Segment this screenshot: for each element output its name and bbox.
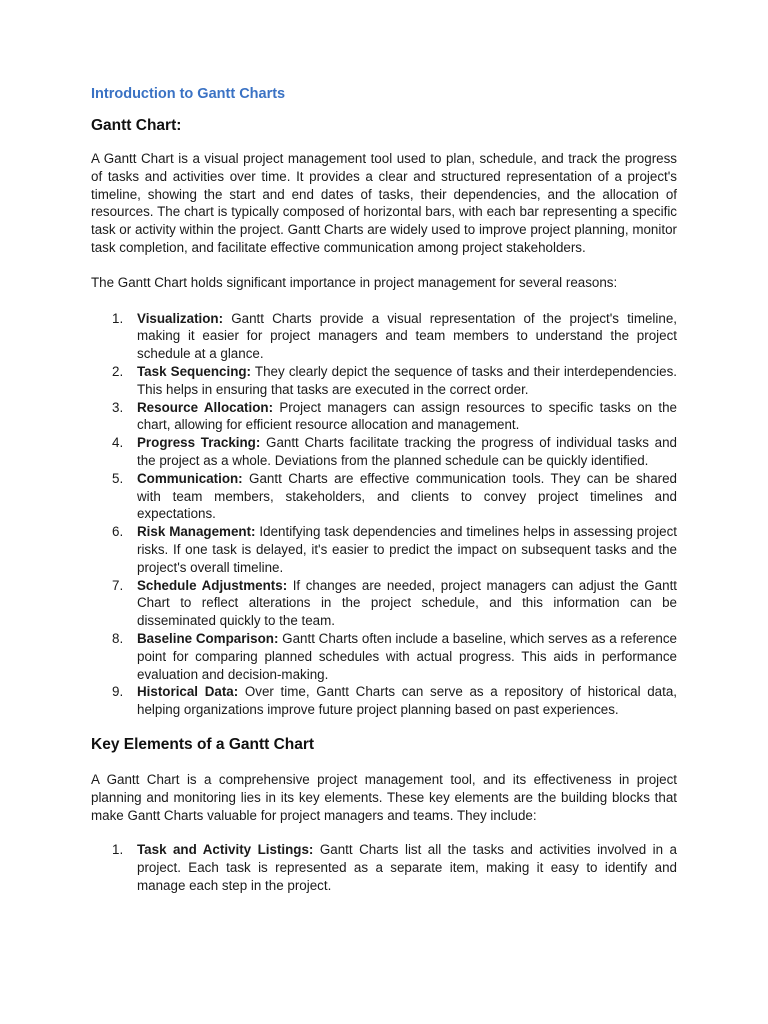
list-text: Gantt Charts are effective communication tools. They can be shared with team members, stakeholders, and clients to convey project timelines and expectations. [137, 470, 677, 522]
list-term: Progress Tracking: [137, 435, 261, 451]
list-term: Schedule Adjustments: [137, 577, 288, 593]
section-heading-gantt-chart: Gantt Chart: [91, 117, 182, 134]
list-term: Historical Data: [137, 684, 239, 700]
list-text: Over time, Gantt Charts can serve as a repository of historical data, helping organizations improve future project planning based on past experiences. [137, 684, 677, 718]
list-item [91, 470, 677, 523]
list-item [91, 434, 677, 470]
list-number: 3. [112, 399, 124, 415]
list-item [91, 523, 677, 576]
list-item [91, 310, 677, 363]
key-elements-intro-paragraph: A Gantt Chart is a comprehensive project management tool, and its effectiveness in project planning and monitoring lies in its key elements. These key elements are the building blocks that make Gantt Charts valuable for project managers and teams. They include: [91, 771, 677, 823]
list-term: Risk Management: [137, 524, 256, 540]
list-term: Communication: [137, 470, 243, 486]
list-item [91, 577, 677, 630]
list-number: 1. [112, 842, 124, 858]
list-text: Identifying task dependencies and timelines helps in assessing project risks. If one task is delayed, it's easier to predict the impact on subsequent tasks and the project's overall timeline. [137, 524, 677, 575]
list-number: 8. [112, 630, 124, 646]
gantt-definition-paragraph: A Gantt Chart is a visual project management tool used to plan, schedule, and track the progress of tasks and activities over time. It provides a clear and structured representation of a project's timeline, showing the start and end dates of tasks, their dependencies, and the allocation of resources. The chart is typically composed of horizontal bars, with each bar representing a specific task or activity within the project. Gantt Charts are widely used to improve project planning, monitor task completion, and facilitate effective communication among project stakeholders. [91, 151, 677, 255]
list-item [91, 399, 677, 435]
list-term: Visualization: [137, 310, 224, 326]
list-number: 7. [112, 577, 124, 593]
section-heading-key-elements: Key Elements of a Gantt Chart [91, 735, 315, 753]
list-text: Gantt Charts list all the tasks and activities involved in a project. Each task is represented as a separate item, making it easy to identify and manage each step in the project. [137, 842, 677, 893]
list-term: Task and Activity Listings: [137, 842, 314, 858]
key-elements-list [91, 841, 677, 894]
list-text: If changes are needed, project managers can adjust the Gantt Chart to reflect alterations in the project schedule, and this information can be disseminated quickly to the team. [137, 577, 678, 629]
importance-reasons-list [91, 310, 677, 719]
list-text: Gantt Charts facilitate tracking the progress of individual tasks and the project as a whole. Deviations from the planned schedule can be quickly identified. [137, 435, 677, 468]
list-number: 1. [112, 310, 124, 326]
list-text: Project managers can assign resources to specific tasks on the chart, allowing for efficient resource allocation and management. [137, 399, 677, 433]
list-text: They clearly depict the sequence of tasks and their interdependencies. This helps in ensuring that tasks are executed in the correct order. [137, 363, 677, 397]
list-number: 4. [112, 435, 124, 451]
list-number: 5. [112, 470, 124, 486]
list-item [91, 683, 677, 719]
list-item [91, 841, 677, 894]
list-number: 2. [112, 363, 124, 379]
document-title: Introduction to Gantt Charts [91, 86, 286, 102]
list-term: Resource Allocation: [137, 399, 274, 415]
list-term: Baseline Comparison: [137, 630, 279, 646]
list-number: 9. [112, 684, 124, 700]
list-term: Task Sequencing: [137, 363, 252, 379]
importance-intro-paragraph: The Gantt Chart holds significant importance in project management for several reasons: [91, 274, 618, 290]
document-page [91, 84, 677, 895]
list-item [91, 363, 677, 399]
list-text: Gantt Charts provide a visual representation of the project's timeline, making it easier for project managers and team members to understand the project schedule at a glance. [137, 310, 677, 362]
list-text: Gantt Charts often include a baseline, which serves as a reference point for comparing planned schedules with actual progress. This aids in performance evaluation and decision-making. [137, 630, 677, 682]
list-item [91, 630, 677, 683]
list-number: 6. [112, 524, 124, 540]
